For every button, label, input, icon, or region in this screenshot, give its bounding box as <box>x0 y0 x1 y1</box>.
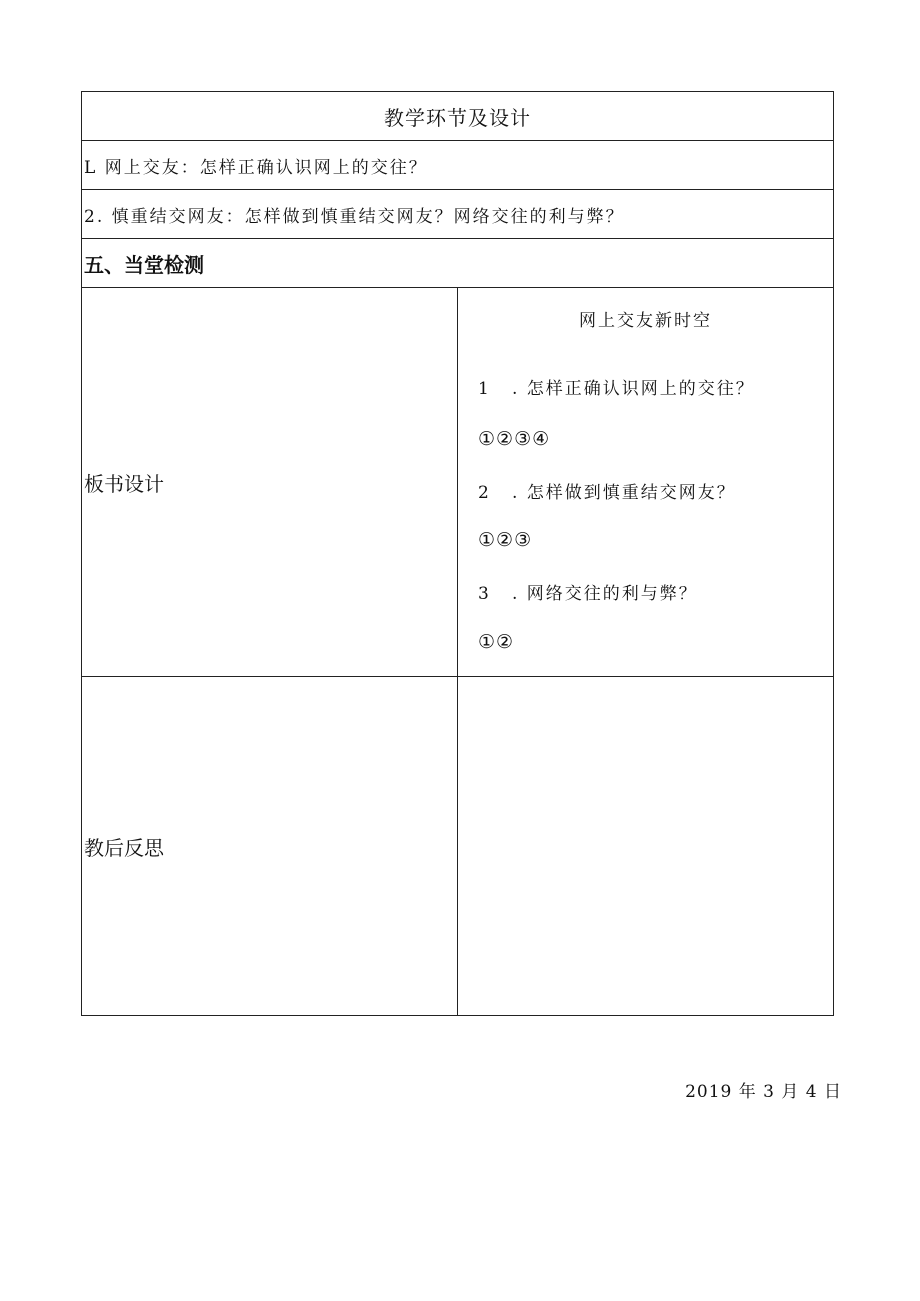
question-1-number: 1 <box>478 379 491 399</box>
question-3-text: . 网络交往的利与弊？ <box>512 584 698 604</box>
reflection-content <box>458 677 834 1016</box>
table-heading: 教学环节及设计 <box>82 92 834 141</box>
question-2-number: 2 <box>478 483 491 503</box>
question-1-marks: ①②③④ <box>478 428 551 450</box>
item-row-2 <box>82 190 834 239</box>
question-3-number: 3 <box>478 584 491 604</box>
question-1-text: . 怎样正确认识网上的交往？ <box>512 379 755 399</box>
heading-row <box>82 92 834 141</box>
board-question-2 <box>478 478 736 503</box>
board-title: 网上交友新时空 <box>579 311 712 331</box>
question-3-marks: ①② <box>478 631 515 653</box>
lesson-plan-table <box>81 91 834 1016</box>
section-title-in-class-test: 五、当堂检测 <box>82 239 834 288</box>
board-design-content <box>458 288 833 676</box>
board-question-3 <box>478 579 698 604</box>
document-date: 2019 年 3 月 4 日 <box>685 1082 842 1102</box>
board-design-cell <box>458 288 834 677</box>
board-design-label: 板书设计 <box>82 288 458 677</box>
reflection-row <box>82 677 834 1016</box>
item-row-1 <box>82 141 834 190</box>
question-2-text: . 怎样做到慎重结交网友？ <box>512 483 736 503</box>
board-design-row <box>82 288 834 677</box>
reflection-label: 教后反思 <box>82 677 458 1016</box>
design-item-2: 2. 慎重结交网友：怎样做到慎重结交网友？网络交往的利与弊？ <box>82 190 834 239</box>
section-row <box>82 239 834 288</box>
board-question-1 <box>478 374 755 399</box>
design-item-1: L 网上交友：怎样正确认识网上的交往？ <box>82 141 834 190</box>
question-2-marks: ①②③ <box>478 529 533 551</box>
